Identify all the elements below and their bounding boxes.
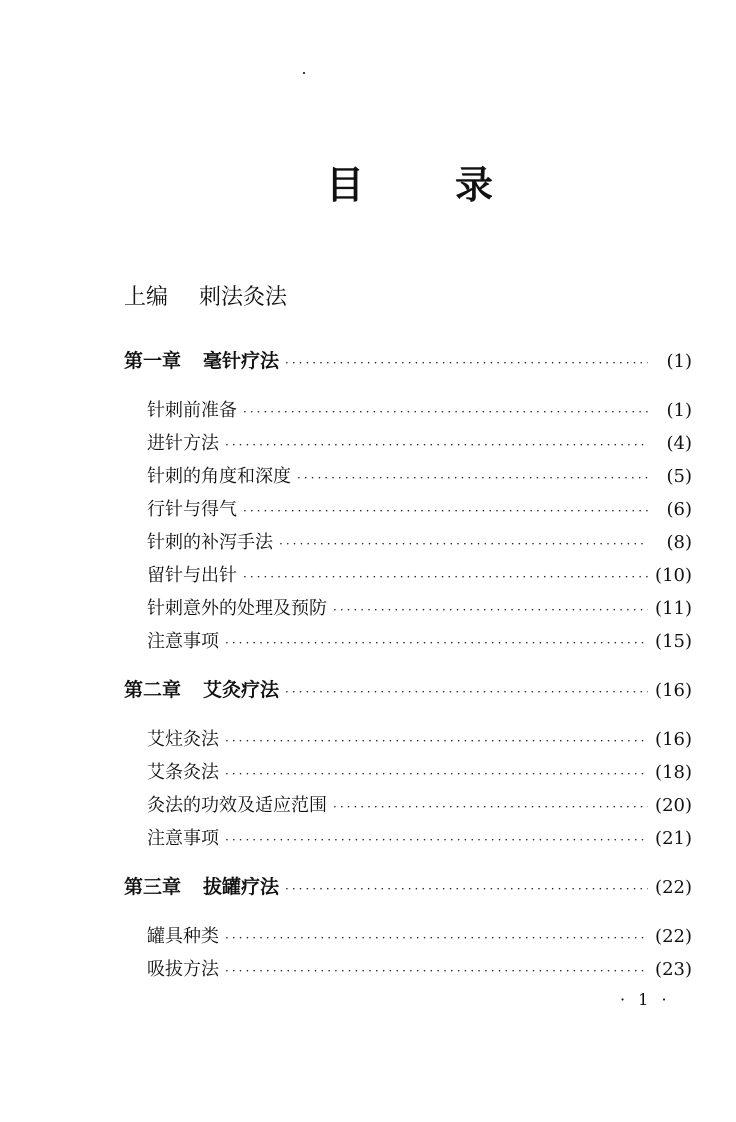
page-number: (16): [655, 729, 692, 750]
title-char-1: 目: [326, 163, 365, 207]
toc-entry[interactable]: [147, 955, 692, 985]
page-number: (5): [666, 466, 692, 487]
entry-title: 针刺的补泻手法: [147, 532, 273, 553]
part-name: 上编: [124, 285, 169, 310]
dot-leader: [225, 628, 648, 658]
toc-entry[interactable]: [147, 725, 692, 755]
entry-title: 进针方法: [147, 433, 219, 454]
entry-title: 艾炷灸法: [147, 729, 219, 750]
dot-leader: [225, 726, 648, 756]
toc-entry[interactable]: [147, 429, 692, 459]
dot-leader: [225, 430, 648, 460]
page-number: (16): [655, 680, 692, 701]
page-number: (22): [655, 926, 692, 947]
dot-leader: [225, 923, 648, 953]
page-number: (18): [655, 762, 692, 783]
page-folio: · 1 ·: [620, 990, 671, 1009]
page-number: (11): [655, 598, 692, 619]
toc-chapter-2[interactable]: [124, 675, 692, 705]
dot-leader: [243, 496, 648, 526]
page-number: (1): [666, 351, 692, 372]
page-number: (1): [666, 400, 692, 421]
page-number: (6): [666, 499, 692, 520]
entry-title: 针刺前准备: [147, 400, 237, 421]
dot-leader: [333, 595, 648, 625]
page-number: (8): [666, 532, 692, 553]
dot-leader: [279, 529, 648, 559]
entry-title: 行针与得气: [147, 499, 237, 520]
entry-title: 灸法的功效及适应范围: [147, 795, 327, 816]
dot-leader: [243, 397, 648, 427]
page-number: (4): [666, 433, 692, 454]
toc-entry[interactable]: [147, 561, 692, 591]
toc-chapter-3[interactable]: [124, 872, 692, 902]
entry-title: 留针与出针: [147, 565, 237, 586]
toc-entry[interactable]: [147, 758, 692, 788]
toc-chapter-1[interactable]: [124, 346, 692, 376]
entry-title: 艾条灸法: [147, 762, 219, 783]
page-number: (23): [655, 959, 692, 980]
toc-entry[interactable]: [147, 824, 692, 854]
title-char-2: 录: [455, 163, 494, 207]
page-number: (22): [655, 877, 692, 898]
dot-leader: [285, 348, 648, 378]
entry-title: 注意事项: [147, 631, 219, 652]
entry-title: 注意事项: [147, 828, 219, 849]
chapter-title: 艾灸疗法: [203, 679, 280, 701]
part-heading: [124, 282, 287, 314]
toc-entry[interactable]: [147, 791, 692, 821]
page-number: (15): [655, 631, 692, 652]
toc-entry[interactable]: [147, 462, 692, 492]
dot-leader: [243, 562, 648, 592]
page-number: (10): [655, 565, 692, 586]
ink-speck: [303, 72, 305, 74]
toc-entry[interactable]: [147, 922, 692, 952]
chapter-title: 拔罐疗法: [203, 876, 280, 898]
chapter-number: 第一章: [124, 350, 182, 372]
page-number: (20): [655, 795, 692, 816]
dot-leader: [225, 956, 648, 986]
toc-entry[interactable]: [147, 495, 692, 525]
entry-title: 吸拔方法: [147, 959, 219, 980]
entry-title: 罐具种类: [147, 926, 219, 947]
page-title: [0, 160, 736, 220]
chapter-number: 第三章: [124, 876, 182, 898]
dot-leader: [333, 792, 648, 822]
chapter-title: 毫针疗法: [203, 350, 280, 372]
dot-leader: [285, 677, 648, 707]
dot-leader: [285, 874, 648, 904]
toc-entry[interactable]: [147, 594, 692, 624]
entry-title: 针刺意外的处理及预防: [147, 598, 327, 619]
dot-leader: [225, 759, 648, 789]
chapter-number: 第二章: [124, 679, 182, 701]
dot-leader: [297, 463, 648, 493]
dot-leader: [225, 825, 648, 855]
toc-entry[interactable]: [147, 627, 692, 657]
toc-entry[interactable]: [147, 528, 692, 558]
toc-entry[interactable]: [147, 396, 692, 426]
entry-title: 针刺的角度和深度: [147, 466, 291, 487]
part-subtitle: 刺法灸法: [199, 285, 288, 310]
page-number: (21): [655, 828, 692, 849]
